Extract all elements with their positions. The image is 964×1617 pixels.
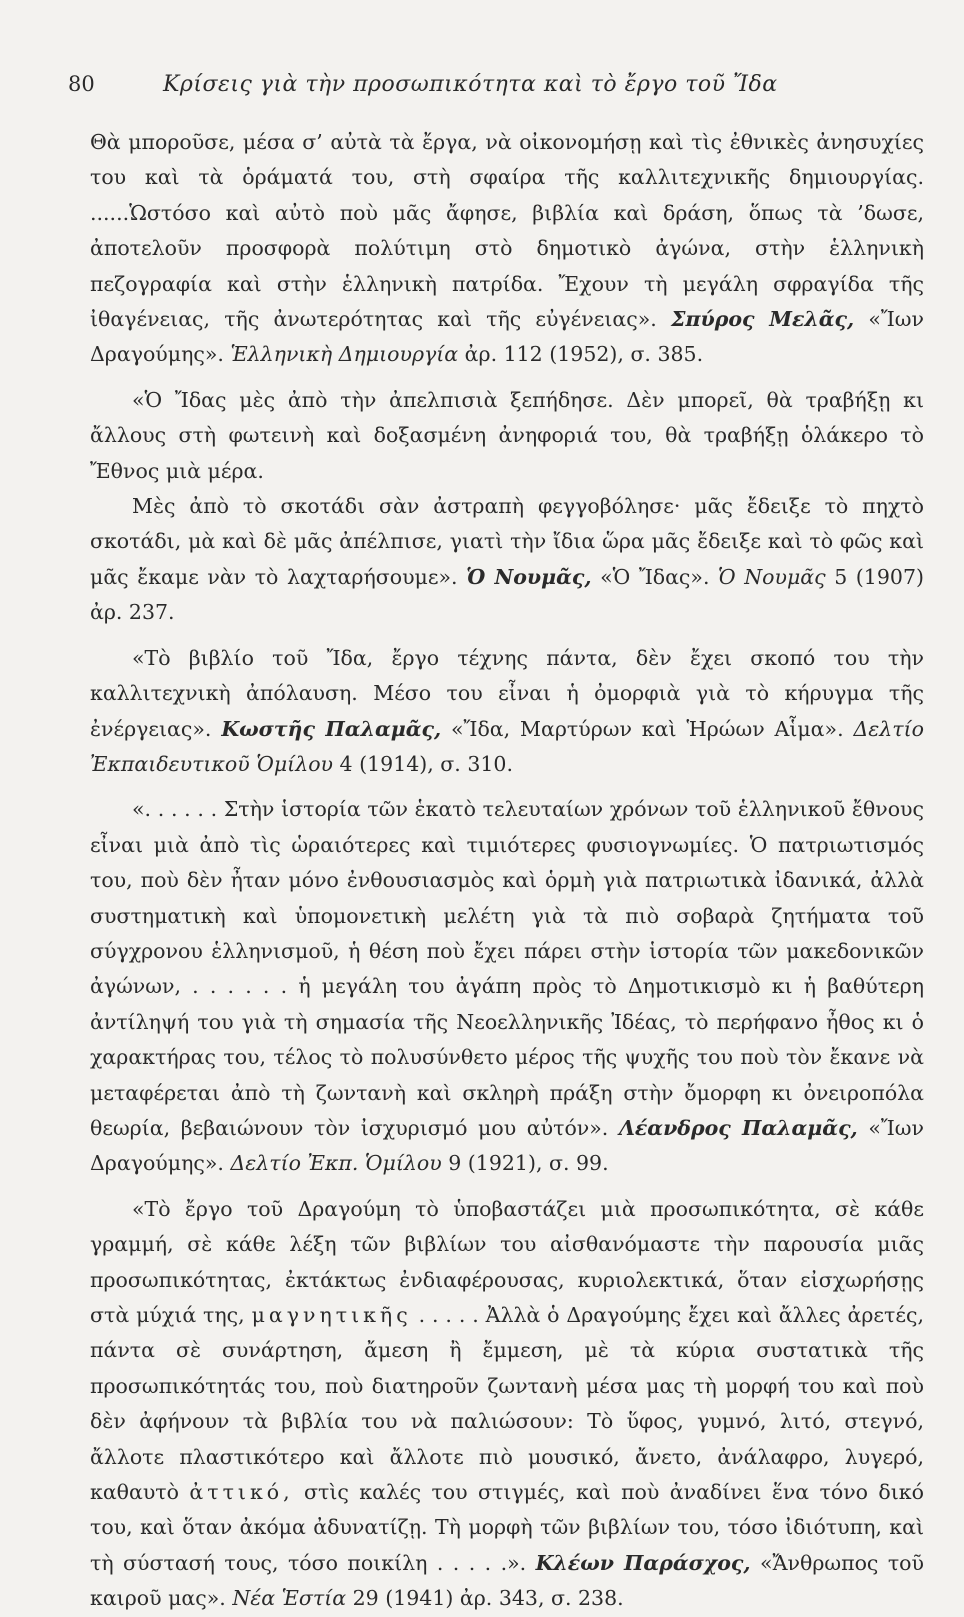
quote-source: Νέα Ἑστία bbox=[232, 1586, 347, 1611]
quote-ref: «Ἄνθρωπος τοῦ καιροῦ μας». bbox=[90, 1550, 924, 1611]
quote-ref: «Ἴων Δραγούμης». bbox=[90, 307, 924, 367]
spaced-word: μαγνητικῆς bbox=[251, 1303, 412, 1327]
quote-text: «Τὸ ἔργο τοῦ Δραγούμη τὸ ὑποβαστάζει μιὰ προσωπικότητα, σὲ κάθε γραμμή, σὲ κάθε λέξη τῶν βιβλίων του αἰσθανόμαστε τὴν παρουσία μιᾶς προσωπικότητας, ἐκτάκτως ἐνδιαφέρουσας, κυριολεκτικά, ὅταν εἰσχωρήσῃς στὰ μύχιά της, bbox=[90, 1196, 924, 1327]
quote-citation: 4 (1914), σ. 310. bbox=[339, 751, 513, 776]
quote-source: Δελτίο Ἐκπαιδευτικοῦ Ὁμίλου bbox=[90, 716, 924, 776]
page-number: 80 bbox=[68, 72, 95, 96]
quote-text: . . . . . Ἀλλὰ ὁ Δραγούμης ἔχει καὶ ἄλλες ἀρετές, πάντα σὲ συνάρτηση, ἄμεση ἢ ἔμμεση, μὲ τὰ κύρια συστατικὰ τῆς προσωπικότητάς του, ποὺ διατηροῦν ζωντανὴ μέσα μας τὴ μορφή του καὶ ποὺ δὲν ἀφήνουν τὰ βιβλία του νὰ παλιώσουν: Τὸ ὕφος, γυμνό, λιτό, στεγνό, ἄλλοτε πλαστικότερο καὶ ἄλλοτε πιὸ μουσικό, ἄνετο, ἀνάλαφρο, λυγερό, καθαυτὸ bbox=[90, 1303, 924, 1505]
quote-ref: «Ὁ Ἴδας». bbox=[600, 564, 710, 589]
quote-author: Κωστῆς Παλαμᾶς, bbox=[221, 716, 442, 741]
quote-paragraph bbox=[90, 641, 924, 783]
quote-paragraph bbox=[90, 1192, 924, 1617]
quote-author: Λέανδρος Παλαμᾶς, bbox=[618, 1115, 858, 1140]
quote-author: Ὁ Νουμᾶς, bbox=[466, 564, 592, 589]
quote-citation: 9 (1921), σ. 99. bbox=[448, 1151, 609, 1176]
quote-source: Ὁ Νουμᾶς bbox=[718, 564, 826, 589]
quote-text: «Ὁ Ἴδας μὲς ἀπὸ τὴν ἀπελπισιὰ ξεπήδησε. Δὲν μπορεῖ, θὰ τραβήξῃ κι ἄλλους στὴ φωτεινὴ καὶ δοξασμένη ἀνηφοριά του, θὰ τραβήξῃ ὁλάκερο τὸ Ἔθνος μιὰ μέρα. bbox=[90, 387, 924, 483]
quote-paragraph bbox=[90, 125, 924, 373]
quote-paragraph bbox=[90, 489, 924, 631]
page-header bbox=[68, 72, 924, 97]
quote-text: «Τὸ βιβλίο τοῦ Ἴδα, ἔργο τέχνης πάντα, δὲν ἔχει σκοπό του τὴν καλλιτεχνικὴ ἀπόλαυση. Μέσο του εἶναι ἡ ὀμορφιὰ γιὰ τὸ κήρυγμα τῆς ἐνέργειας». bbox=[90, 645, 924, 741]
quote-paragraph bbox=[90, 792, 924, 1181]
quote-ref: «Ἴων Δραγούμης». bbox=[90, 1115, 924, 1176]
quote-text: Μὲς ἀπὸ τὸ σκοτάδι σὰν ἀστραπὴ φεγγοβόλησε· μᾶς ἔδειξε τὸ πηχτὸ σκοτάδι, μὰ καὶ δὲ μᾶς ἀπέλπισε, γιατὶ τὴν ἴδια ὥρα μᾶς ἔδειξε καὶ τὸ φῶς καὶ μᾶς ἔκαμε νὰν τὸ λαχταρήσουμε». bbox=[90, 494, 924, 589]
quote-text: στὶς καλές του στιγμές, καὶ ποὺ ἀναδίνει ἕνα τόνο δικό του, καὶ ὅταν ἀκόμα ἀδυνατίζῃ. Τὴ μορφὴ τῶν βιβλίων του, τόσο ἰδιότυπη, καὶ τὴ σύστασή τους, τόσο ποικίλη . . . . .». bbox=[90, 1480, 924, 1575]
quote-citation: ἀρ. 112 (1952), σ. 385. bbox=[464, 342, 704, 367]
quote-text: «. . . . . . Στὴν ἱστορία τῶν ἑκατὸ τελευταίων χρόνων τοῦ ἑλληνικοῦ ἔθνους εἶναι μιὰ ἀπὸ τὶς ὡραιότερες καὶ τιμιότερες φυσιογνωμίες. Ὁ πατριωτισμός του, ποὺ δὲν ἦταν μόνο ἐνθουσιασμὸς καὶ ὁρμὴ γιὰ πατριωτικὰ ἰδανικά, ἀλλὰ συστηματικὴ καὶ ὑπομονετικὴ μελέτη γιὰ τὰ πιὸ σοβαρὰ ζητήματα τοῦ σύγχρονου ἑλληνισμοῦ, ἡ θέση ποὺ ἔχει πάρει στὴν ἱστορία τῶν μακεδονικῶν ἀγώνων, . . . . . . ἡ μεγάλη του ἀγάπη πρὸς τὸ Δημοτικισμὸ κι ἡ βαθύτερη ἀντίληψή του γιὰ τὴ σημασία τῆς Νεοελληνικῆς Ἰδέας, τὸ περήφανο ἦθος κι ὁ χαρακτήρας του, τέλος τὸ πολυσύνθετο μέρος τῆς ψυχῆς του ποὺ τὸν ἔκανε νὰ μεταφέρεται ἀπὸ τὴ ζωντανὴ καὶ σκληρὴ πράξη στὴν ὄμορφη κι ὀνειροπόλα θεωρία, βεβαιώνουν τὸν ἰσχυρισμό μου αὐτόν». bbox=[90, 797, 924, 1140]
running-title: Κρίσεις γιὰ τὴν προσωπικότητα καὶ τὸ ἔργο τοῦ Ἴδα bbox=[163, 72, 778, 97]
quote-text: Θὰ μποροῦσε, μέσα σ’ αὐτὰ τὰ ἔργα, νὰ οἰκονομήσῃ καὶ τὶς ἐθνικὲς ἀνησυχίες του καὶ τὰ ὁράματά του, στὴ σφαίρα τῆς καλλιτεχνικῆς δημιουργίας. ......Ὡστόσο καὶ αὐτὸ ποὺ μᾶς ἄφησε, βιβλία καὶ δράση, ὅπως τὰ ’δωσε, ἀποτελοῦν προσφορὰ πολύτιμη στὸ δημοτικὸ ἀγώνα, στὴν ἑλληνικὴ πεζογραφία καὶ στὴν ἑλληνικὴ πατρίδα. Ἔχουν τὴ μεγάλη σφραγίδα τῆς ἰθαγένειας, τῆς ἀνωτερότητας καὶ τῆς εὐγένειας». bbox=[90, 130, 924, 332]
quote-source: Δελτίο Ἐκπ. Ὁμίλου bbox=[230, 1151, 442, 1176]
quote-citation: 29 (1941) ἀρ. 343, σ. 238. bbox=[352, 1586, 624, 1611]
quote-author: Κλέων Παράσχος, bbox=[535, 1550, 751, 1575]
spaced-word: ἀττικό, bbox=[189, 1480, 294, 1505]
quote-author: Σπύρος Μελᾶς, bbox=[670, 307, 855, 332]
quote-ref: «Ἴδα, Μαρτύρων καὶ Ἡρώων Αἷμα». bbox=[451, 716, 844, 741]
body-text bbox=[90, 125, 924, 1617]
quote-paragraph bbox=[90, 383, 924, 489]
quote-source: Ἑλληνικὴ Δημιουργία bbox=[230, 342, 459, 367]
quote-citation: 5 (1907) ἀρ. 237. bbox=[90, 564, 924, 625]
